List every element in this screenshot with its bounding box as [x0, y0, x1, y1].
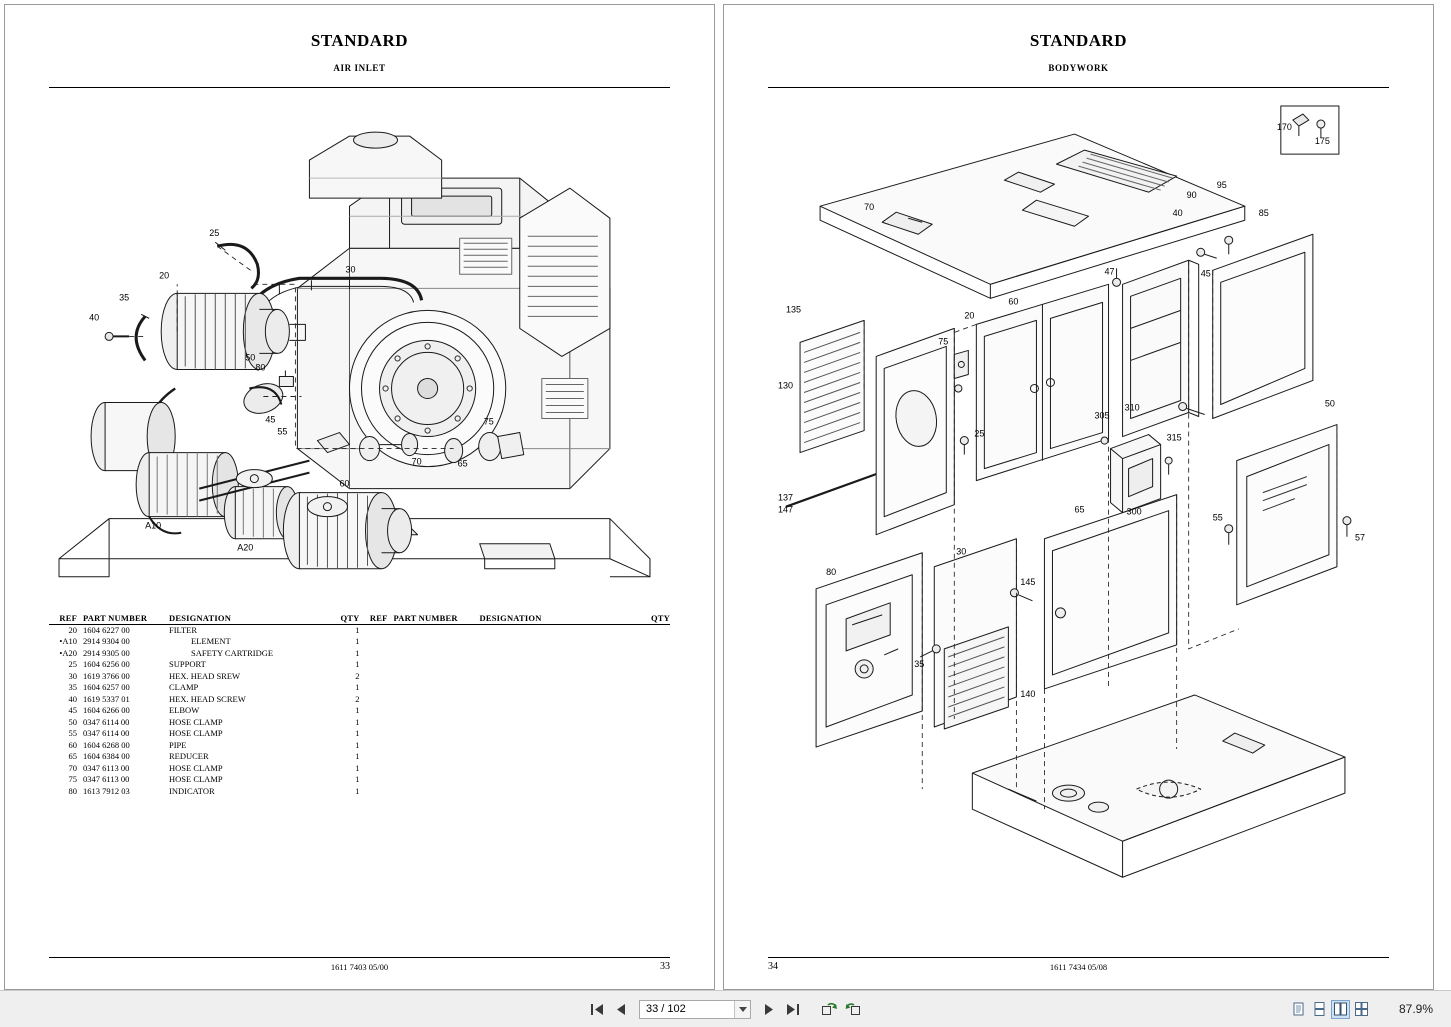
cell-qty: 1 [355, 774, 360, 785]
cell-designation: SAFETY CARTRIDGE [191, 647, 274, 658]
cell-part-number: 0347 6114 00 [83, 716, 130, 727]
cell-ref: 40 [68, 693, 77, 704]
cell-ref: 65 [68, 751, 77, 762]
table-row [49, 648, 360, 660]
cell-part-number: 2914 9304 00 [83, 636, 130, 647]
svg-text:147: 147 [778, 504, 794, 515]
table-row [49, 740, 360, 752]
cell-part-number: 1604 6384 00 [83, 751, 130, 762]
svg-text:137: 137 [778, 492, 794, 503]
parts-table-left [49, 613, 670, 798]
next-page-button[interactable] [758, 999, 779, 1020]
svg-text:75: 75 [938, 336, 949, 347]
cell-part-number: 1619 5337 01 [83, 693, 130, 704]
cell-designation: HOSE CLAMP [169, 716, 223, 727]
cell-qty: 1 [355, 716, 360, 727]
cell-qty: 1 [355, 762, 360, 773]
cell-ref: •A20 [59, 647, 77, 658]
cell-designation: HOSE CLAMP [169, 728, 223, 739]
cell-ref: 45 [68, 705, 77, 716]
zoom-level-label: 87.9% [1398, 1002, 1433, 1016]
cell-qty: 1 [355, 739, 360, 750]
svg-text:70: 70 [411, 456, 422, 467]
svg-text:85: 85 [1258, 208, 1269, 219]
svg-text:80: 80 [255, 362, 266, 373]
table-row [49, 786, 360, 798]
figure-bodywork [768, 88, 1389, 919]
svg-text:20: 20 [159, 270, 170, 281]
col-qty-2: QTY [650, 612, 670, 623]
table-row [49, 659, 360, 671]
single-page-view-button[interactable] [1289, 1000, 1308, 1019]
col-qty: QTY [340, 612, 360, 623]
page-number-value: 33 / 102 [646, 1003, 686, 1015]
page-title-right: STANDARD [1029, 31, 1128, 50]
cell-ref: 20 [68, 624, 77, 635]
first-page-button[interactable] [587, 999, 608, 1020]
table-row [49, 705, 360, 717]
cell-designation: INDICATOR [169, 785, 215, 796]
svg-text:47: 47 [1104, 266, 1115, 277]
cell-part-number: 1613 7912 03 [83, 785, 130, 796]
cell-ref: 25 [68, 659, 77, 670]
cell-part-number: 0347 6114 00 [83, 728, 130, 739]
col-designation-2: DESIGNATION [479, 612, 542, 623]
table-row [49, 763, 360, 775]
svg-text:95: 95 [1216, 180, 1227, 191]
svg-text:305: 305 [1094, 410, 1110, 421]
cell-qty: 1 [355, 647, 360, 658]
footer-page-number-left: 33 [660, 961, 670, 972]
page-subtitle-left: AIR INLET [333, 63, 386, 73]
rotate-clockwise-button[interactable] [819, 999, 840, 1020]
cell-ref: 80 [68, 785, 77, 796]
svg-text:20: 20 [964, 310, 975, 321]
footer-page-number-right: 34 [768, 961, 778, 972]
svg-text:45: 45 [1200, 268, 1211, 279]
page-subtitle-right: BODYWORK [1048, 63, 1109, 73]
cell-qty: 1 [355, 682, 360, 693]
cell-part-number: 1604 6268 00 [83, 739, 130, 750]
svg-text:80: 80 [826, 566, 837, 577]
cell-part-number: 0347 6113 00 [83, 762, 130, 773]
cell-ref: 35 [68, 682, 77, 693]
svg-text:175: 175 [1314, 136, 1330, 147]
cell-part-number: 1604 6257 00 [83, 682, 130, 693]
cell-qty: 2 [355, 693, 360, 704]
cell-part-number: 2914 9305 00 [83, 647, 130, 658]
cell-designation: REDUCER [169, 751, 209, 762]
cell-ref: 75 [68, 774, 77, 785]
view-mode-group [1289, 1000, 1371, 1019]
col-designation: DESIGNATION [169, 612, 232, 623]
cell-qty: 1 [355, 728, 360, 739]
parts-table-header [49, 613, 360, 625]
cell-part-number: 1619 3766 00 [83, 670, 130, 681]
cell-designation: SUPPORT [169, 659, 206, 670]
viewer-toolbar [0, 990, 1451, 1027]
rotate-counterclockwise-button[interactable] [843, 999, 864, 1020]
svg-text:135: 135 [786, 304, 802, 315]
svg-text:35: 35 [914, 658, 925, 669]
col-part-number-2: PART NUMBER [393, 612, 458, 623]
svg-text:25: 25 [974, 428, 985, 439]
two-page-continuous-view-button[interactable] [1352, 1000, 1371, 1019]
svg-text:170: 170 [1276, 122, 1292, 133]
svg-text:57: 57 [1354, 532, 1365, 543]
svg-text:50: 50 [1324, 398, 1335, 409]
cell-ref: 50 [68, 716, 77, 727]
cell-part-number: 0347 6113 00 [83, 774, 130, 785]
svg-text:130: 130 [778, 380, 794, 391]
chevron-down-icon[interactable] [734, 1001, 750, 1018]
svg-text:A10: A10 [145, 520, 162, 531]
svg-text:50: 50 [245, 352, 256, 363]
svg-text:75: 75 [483, 416, 494, 427]
cell-qty: 1 [355, 785, 360, 796]
cell-designation: HEX. HEAD SCREW [169, 693, 246, 704]
cell-designation: HOSE CLAMP [169, 774, 223, 785]
parts-column-2 [360, 613, 671, 798]
cell-qty: 1 [355, 636, 360, 647]
cell-designation: PIPE [169, 739, 187, 750]
table-row [49, 728, 360, 740]
footer-document-code-left: 1611 7403 05/00 [330, 961, 389, 972]
svg-text:300: 300 [1126, 506, 1142, 517]
svg-text:30: 30 [345, 264, 356, 275]
svg-text:35: 35 [119, 292, 130, 303]
cell-designation: HOSE CLAMP [169, 762, 223, 773]
table-row [49, 694, 360, 706]
cell-part-number: 1604 6256 00 [83, 659, 130, 670]
cell-qty: 1 [355, 659, 360, 670]
svg-text:140: 140 [1020, 688, 1036, 699]
cell-designation: ELBOW [169, 705, 200, 716]
page-title-left: STANDARD [310, 31, 409, 50]
svg-text:145: 145 [1020, 576, 1036, 587]
cell-designation: FILTER [169, 624, 198, 635]
svg-text:60: 60 [1008, 296, 1019, 307]
cell-ref: 30 [68, 670, 77, 681]
previous-page-button[interactable] [611, 999, 632, 1020]
page-footer-right [768, 957, 1389, 971]
document-page-left[interactable] [4, 4, 715, 990]
cell-ref: •A10 [59, 636, 77, 647]
svg-text:60: 60 [339, 478, 350, 489]
svg-text:45: 45 [265, 414, 276, 425]
cell-ref: 60 [68, 739, 77, 750]
svg-text:40: 40 [1172, 208, 1183, 219]
svg-text:65: 65 [457, 458, 468, 469]
col-ref-2: REF [369, 612, 388, 623]
svg-text:55: 55 [277, 426, 288, 437]
table-row [49, 717, 360, 729]
col-part-number: PART NUMBER [83, 612, 148, 623]
cell-ref: 55 [68, 728, 77, 739]
footer-document-code-right: 1611 7434 05/08 [1049, 961, 1108, 972]
svg-text:A20: A20 [237, 542, 254, 553]
svg-text:70: 70 [864, 202, 875, 213]
cell-designation: ELEMENT [191, 636, 231, 647]
table-row [49, 774, 360, 786]
page-number-field[interactable] [639, 1000, 751, 1019]
svg-text:30: 30 [956, 546, 967, 557]
figure-air-inlet [49, 88, 670, 609]
table-row [49, 682, 360, 694]
cell-ref: 70 [68, 762, 77, 773]
svg-text:40: 40 [89, 312, 100, 323]
svg-text:315: 315 [1166, 432, 1182, 443]
table-row [49, 751, 360, 763]
page-footer-left [49, 957, 670, 971]
col-ref: REF [59, 612, 77, 623]
svg-text:90: 90 [1186, 190, 1197, 201]
cell-qty: 1 [355, 624, 360, 635]
two-page-view-button[interactable] [1331, 1000, 1350, 1019]
document-page-right[interactable] [723, 4, 1434, 990]
parts-table-header-2 [360, 613, 671, 625]
table-row [49, 636, 360, 648]
cell-part-number: 1604 6266 00 [83, 705, 130, 716]
cell-part-number: 1604 6227 00 [83, 624, 130, 635]
continuous-view-button[interactable] [1310, 1000, 1329, 1019]
cell-qty: 2 [355, 670, 360, 681]
svg-text:65: 65 [1074, 504, 1085, 515]
cell-designation: CLAMP [169, 682, 199, 693]
cell-qty: 1 [355, 705, 360, 716]
svg-text:310: 310 [1124, 402, 1140, 413]
table-row [49, 671, 360, 683]
svg-text:55: 55 [1212, 512, 1223, 523]
parts-column-1 [49, 613, 360, 798]
cell-qty: 1 [355, 751, 360, 762]
cell-designation: HEX. HEAD SREW [169, 670, 241, 681]
table-row [49, 625, 360, 637]
last-page-button[interactable] [782, 999, 803, 1020]
svg-text:25: 25 [209, 228, 220, 239]
